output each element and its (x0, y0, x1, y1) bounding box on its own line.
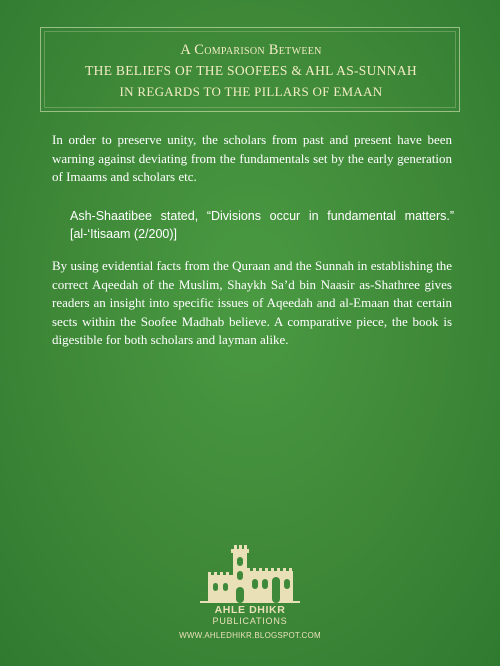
title-line-2: THE BELIEFS OF THE SOOFEES & AHL AS-SUNNAH (85, 63, 417, 78)
intro-paragraph: In order to preserve unity, the scholars from past and present have been warning against deviating from the fundamentals set by the early generation of Imaams and scholars etc. (52, 132, 452, 184)
title-line-1: A Comparison Between (180, 42, 322, 58)
publisher-subtitle: PUBLICATIONS (212, 616, 288, 626)
publisher-name: AHLE DHIKR (214, 604, 286, 616)
quote-paragraph: Ash-Shaatibee stated, “Divisions occur in fundamental matters.” [al-‘Itisaam (2/200)] (70, 209, 454, 241)
description-paragraph: By using evidential facts from the Quraan and the Sunnah in establishing the correct Aqeedah of the Muslim, Shaykh Sa’d bin Naasir as-Shathree gives readers an insight into specific issues of Aqeedah and al-Emaan that certain sects within the Soofee Madhab believe. A comparative piece, the book is digestible for both scholars and layman alike. (52, 258, 452, 347)
publisher-url[interactable]: WWW.AHLEDHIKR.BLOGSPOT.COM (179, 631, 321, 640)
mosque-building-icon (196, 545, 304, 603)
title-line-3: IN REGARDS TO THE PILLARS OF EMAAN (119, 84, 383, 99)
title-box (40, 27, 460, 112)
